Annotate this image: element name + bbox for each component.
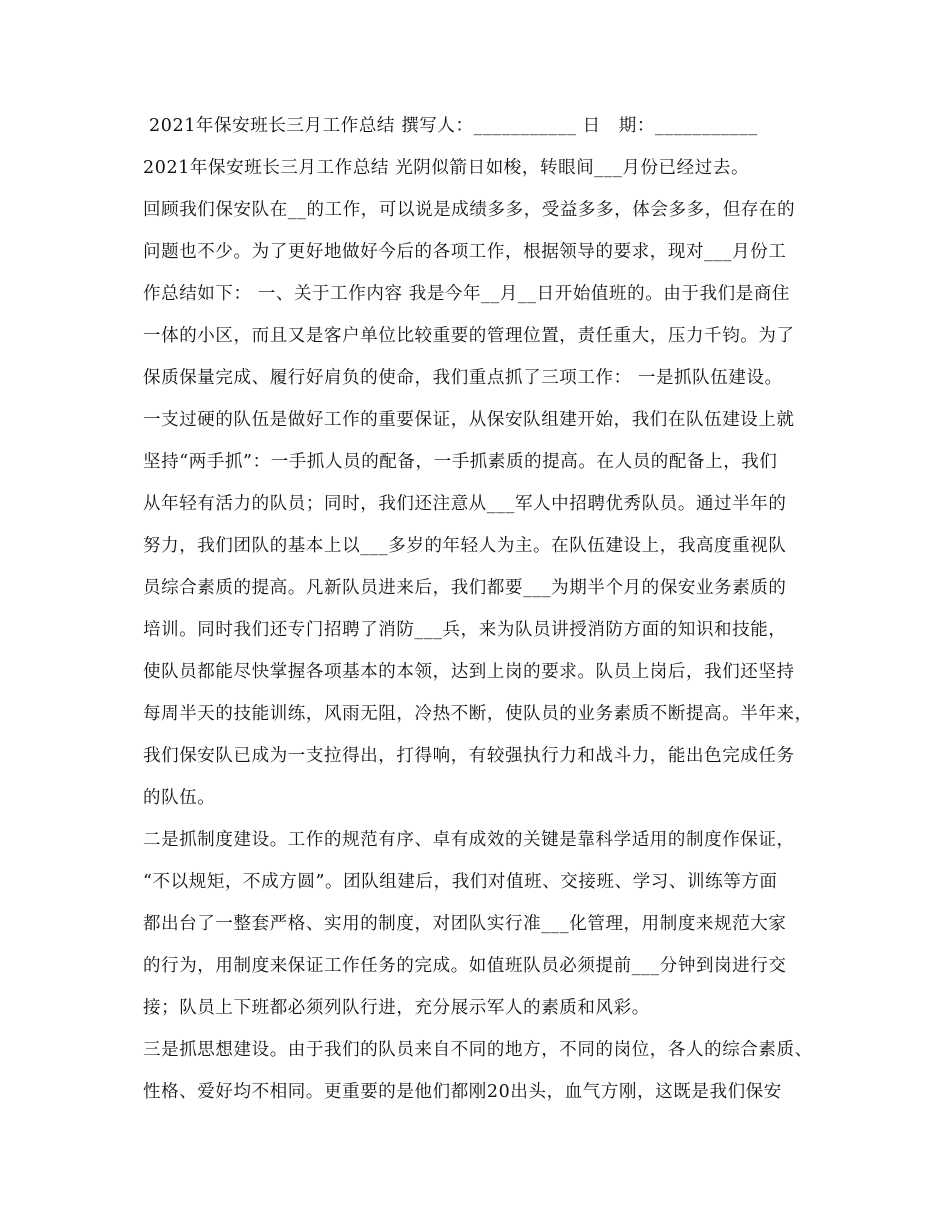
doc-line: 培训。同时我们还专门招聘了消防___兵，来为队员讲授消防方面的知识和技能， bbox=[143, 620, 787, 640]
doc-line: 坚持“两手抓”：一手抓人员的配备，一手抓素质的提高。在人员的配备上，我们 bbox=[143, 452, 778, 472]
doc-line: 员综合素质的提高。凡新队员进来后，我们都要___为期半个月的保安业务素质的 bbox=[143, 578, 787, 598]
doc-line: 回顾我们保安队在__的工作，可以说是成绩多多，受益多多，体会多多，但存在的 bbox=[143, 200, 796, 220]
doc-line: 使队员都能尽快掌握各项基本的本领，达到上岗的要求。队员上岗后，我们还坚持 bbox=[143, 662, 795, 682]
doc-line: 一体的小区，而且又是客户单位比较重要的管理位置，责任重大，压力千钧。为了 bbox=[143, 326, 795, 346]
doc-line: 2021年保安班长三月工作总结 光阴似箭日如梭，转眼间___月份已经过去。 bbox=[143, 158, 750, 178]
doc-line: 我们保安队已成为一支拉得出，打得响，有较强执行力和战斗力，能出色完成任务 bbox=[143, 746, 795, 766]
doc-line: 的队伍。 bbox=[143, 788, 216, 808]
doc-line: “不以规矩，不成方圆”。团队组建后，我们对值班、交接班、学习、训练等方面 bbox=[143, 872, 778, 892]
doc-line: 二是抓制度建设。工作的规范有序、卓有成效的关键是靠科学适用的制度作保证， bbox=[143, 830, 795, 850]
doc-line: 的行为，用制度来保证工作任务的完成。如值班队员必须提前___分钟到岗进行交 bbox=[143, 956, 787, 976]
doc-line-title: 2021年保安班长三月工作总结 撰写人：___________ 日 期：___________ bbox=[149, 116, 758, 136]
doc-line: 都出台了一整套严格、实用的制度，对团队实行准___化管理，用制度来规范大家 bbox=[143, 914, 787, 934]
doc-line: 努力，我们团队的基本上以___多岁的年轻人为主。在队伍建设上，我高度重视队 bbox=[143, 536, 787, 556]
doc-line: 三是抓思想建设。由于我们的队员来自不同的地方，不同的岗位，各人的综合素质、 bbox=[143, 1040, 813, 1060]
doc-line: 作总结如下： 一、关于工作内容 我是今年__月__日开始值班的。由于我们是商住 bbox=[143, 284, 791, 304]
doc-line: 接；队员上下班都必须列队行进，充分展示军人的素质和风彩。 bbox=[143, 998, 650, 1018]
doc-line: 问题也不少。为了更好地做好今后的各项工作，根据领导的要求，现对___月份工 bbox=[143, 242, 787, 262]
doc-line: 每周半天的技能训练，风雨无阻，冷热不断，使队员的业务素质不断提高。半年来， bbox=[143, 704, 813, 724]
doc-line: 性格、爱好均不相同。更重要的是他们都刚20出头，血气方刚，这既是我们保安 bbox=[143, 1082, 782, 1102]
doc-line: 从年轻有活力的队员；同时，我们还注意从___军人中招聘优秀队员。通过半年的 bbox=[143, 494, 787, 514]
doc-line: 保质保量完成、履行好肩负的使命，我们重点抓了三项工作： 一是抓队伍建设。 bbox=[143, 368, 783, 388]
doc-line: 一支过硬的队伍是做好工作的重要保证，从保安队组建开始，我们在队伍建设上就 bbox=[143, 410, 795, 430]
